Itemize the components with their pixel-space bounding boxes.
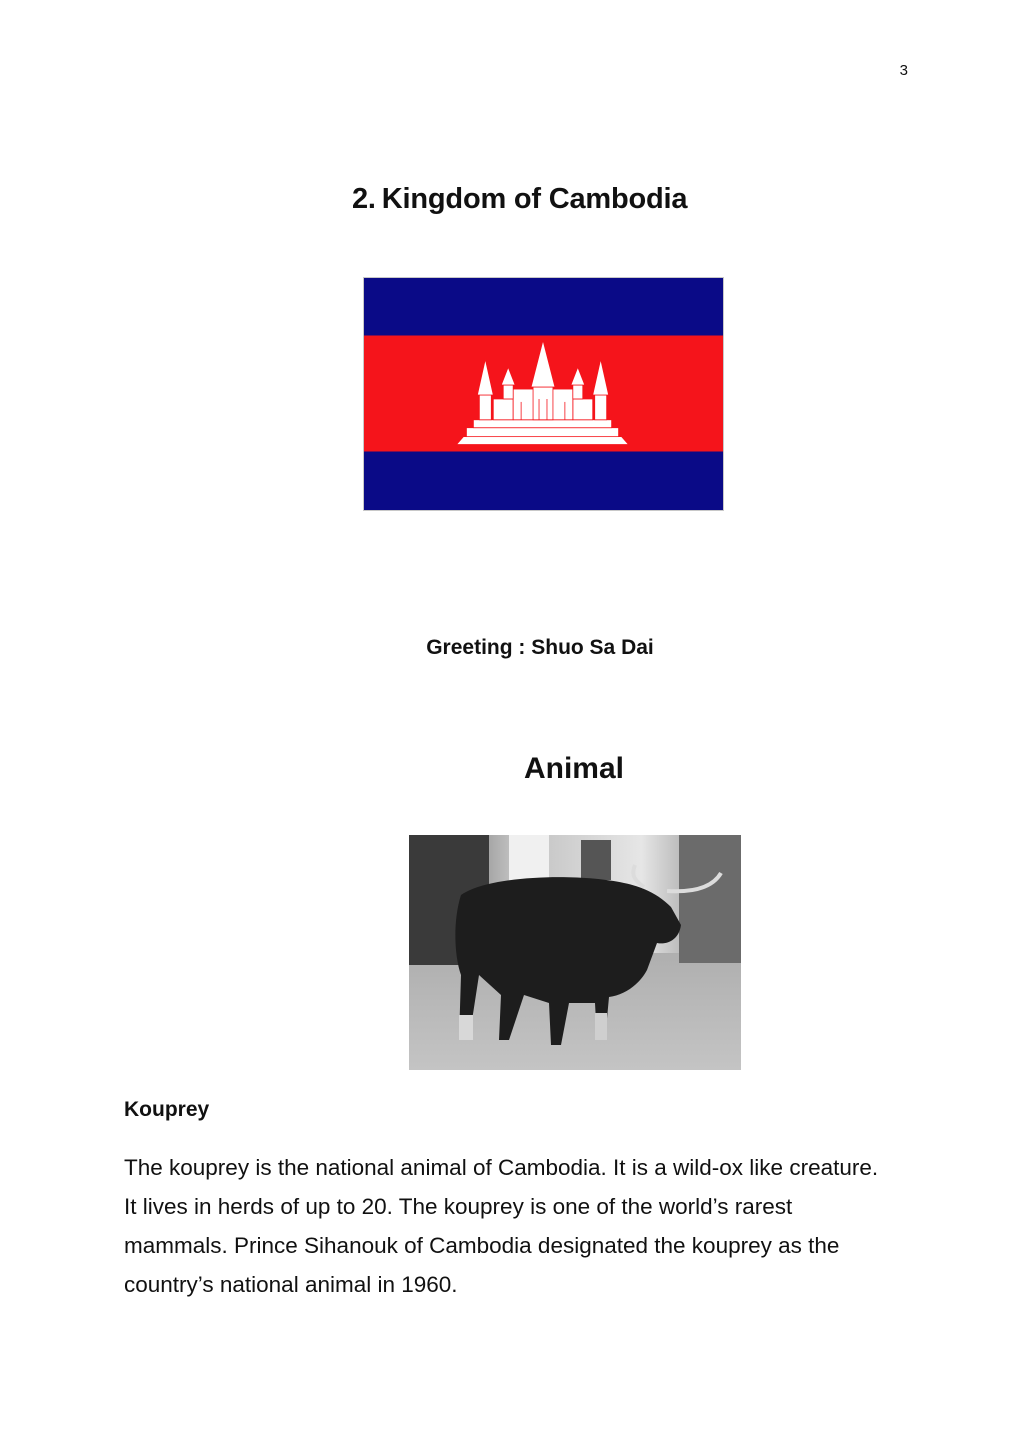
cambodia-flag-icon [363, 277, 724, 511]
description-paragraph: The kouprey is the national animal of Cambodia. It is a wild-ox like creature. It lives in herds of up to 20. The kouprey is one of the world’s rarest mammals. Prince Sihanouk of Cambodia designated the kouprey as the country’s national animal in 1960. [124, 1155, 879, 1297]
animal-name: Kouprey [124, 1098, 210, 1121]
greeting: Greeting : Shuo Sa Dai [426, 636, 654, 659]
section-number: 2. [352, 183, 376, 215]
animal-heading: Animal [523, 752, 625, 785]
section-title: Kingdom of Cambodia [381, 183, 688, 215]
page-number: 3 [899, 62, 908, 79]
section-heading [352, 183, 687, 216]
kouprey-photo [409, 835, 741, 1070]
